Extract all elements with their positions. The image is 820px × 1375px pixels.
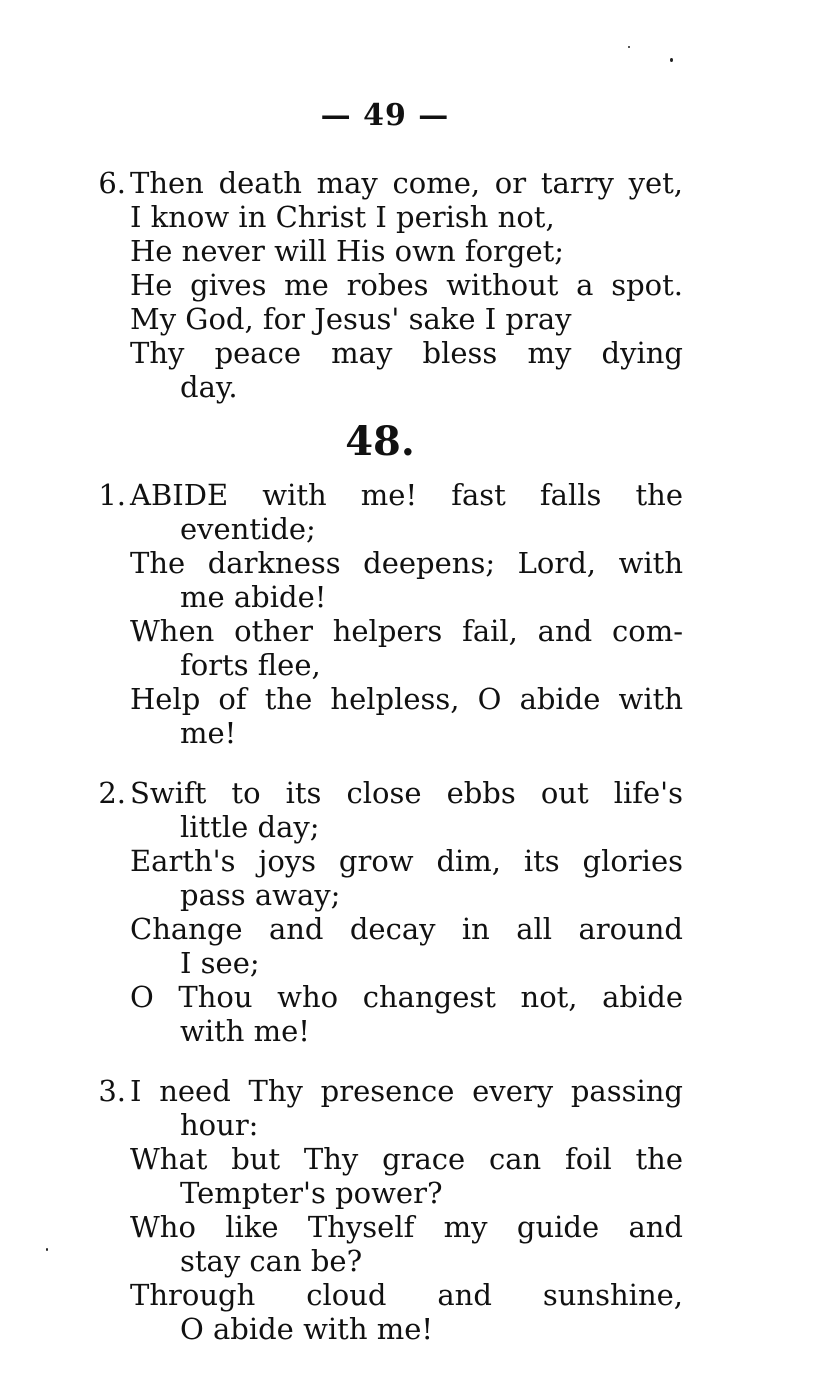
verse-line-continuation: me abide! bbox=[180, 580, 327, 614]
verse-line: He gives me robes without a spot. bbox=[130, 268, 683, 302]
verse-line-continuation: O abide with me! bbox=[180, 1312, 434, 1346]
verse-line: He never will His own forget; bbox=[130, 234, 565, 268]
verse-line: Change and decay in all around bbox=[130, 912, 683, 946]
verse-line-continuation: forts flee, bbox=[180, 648, 321, 682]
verse-line-continuation: eventide; bbox=[180, 512, 316, 546]
verse-line: I know in Christ I perish not, bbox=[130, 200, 555, 234]
stanza-number: 6. bbox=[98, 166, 126, 200]
verse-line-continuation: Tempter's power? bbox=[180, 1176, 443, 1210]
page-number: — 49 — bbox=[320, 98, 450, 133]
verse-line: Earth's joys grow dim, its glories bbox=[130, 844, 683, 878]
verse-line: Swift to its close ebbs out life's bbox=[130, 776, 683, 810]
verse-line-continuation: stay can be? bbox=[180, 1244, 363, 1278]
verse-line: My God, for Jesus' sake I pray bbox=[130, 302, 572, 336]
verse-line: What but Thy grace can foil the bbox=[130, 1142, 683, 1176]
stanza-number: 3. bbox=[98, 1074, 126, 1108]
verse-line: Who like Thyself my guide and bbox=[130, 1210, 683, 1244]
verse-line: Then death may come, or tarry yet, bbox=[130, 166, 683, 200]
verse-line: The darkness deepens; Lord, with bbox=[130, 546, 683, 580]
print-speck bbox=[628, 46, 630, 48]
verse-line: When other helpers fail, and com- bbox=[130, 614, 683, 648]
verse-line: I need Thy presence every passing bbox=[130, 1074, 683, 1108]
verse-line-continuation: hour: bbox=[180, 1108, 259, 1142]
verse-line-continuation: me! bbox=[180, 716, 237, 750]
verse-line-continuation: pass away; bbox=[180, 878, 341, 912]
stanza-number: 1. bbox=[98, 478, 126, 512]
verse-line-continuation: with me! bbox=[180, 1014, 310, 1048]
verse-line-continuation: I see; bbox=[180, 946, 260, 980]
verse-line: O Thou who changest not, abide bbox=[130, 980, 683, 1014]
print-speck bbox=[670, 58, 673, 62]
verse-line: Through cloud and sunshine, bbox=[130, 1278, 683, 1312]
verse-line: ABIDE with me! fast falls the bbox=[130, 478, 683, 512]
stanza-number: 2. bbox=[98, 776, 126, 810]
verse-line-continuation: little day; bbox=[180, 810, 320, 844]
verse-line: Help of the helpless, O abide with bbox=[130, 682, 683, 716]
verse-line-continuation: day. bbox=[180, 370, 238, 404]
hymn-number: 48. bbox=[345, 418, 415, 465]
print-speck bbox=[46, 1248, 48, 1251]
verse-line: Thy peace may bless my dying bbox=[130, 336, 683, 370]
